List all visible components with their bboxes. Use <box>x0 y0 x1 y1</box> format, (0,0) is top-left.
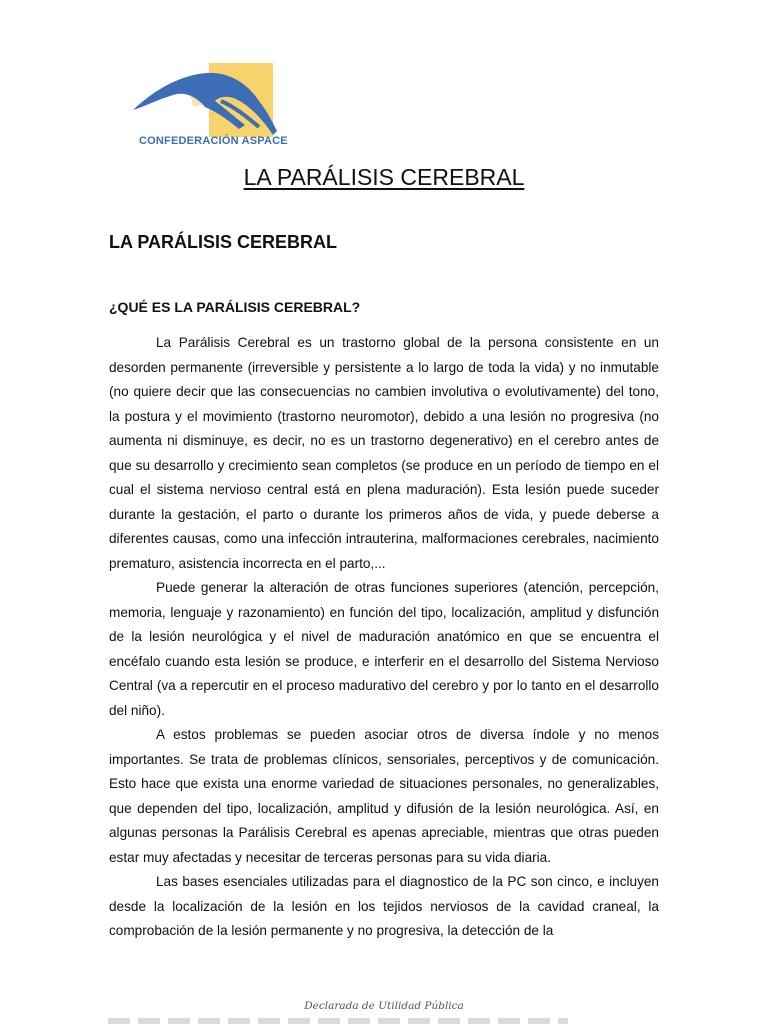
paragraph-4: Las bases esenciales utilizadas para el diagnostico de la PC son cinco, e incluyen desde la localización de la lesión en los tejidos nerviosos de la cavidad craneal, la comprobación de la lesión permanente y no progresiva, la detección de la <box>109 874 659 938</box>
section-subheading: ¿QUÉ ES LA PARÁLISIS CEREBRAL? <box>109 299 361 315</box>
paragraph-2: Puede generar la alteración de otras funciones superiores (atención, percepción, memoria, lenguaje y razonamiento) en función del tipo, localización, amplitud y disfunción de la lesión neurológica y el nivel de maduración anatómico en que se encuentra el encéfalo cuando esta lesión se produce, e interferir en el desarrollo del Sistema Nervioso Central (va a repercutir en el proceso madurativo del cerebro y por lo tanto en el desarrollo del niño). <box>109 580 659 718</box>
paragraph-3: A estos problemas se pueden asociar otros de diversa índole y no menos importantes. Se trata de problemas clínicos, sensoriales, perceptivos y de comunicación. Esto hace que exista una enorme variedad de situaciones personales, no generalizables, que dependen del tipo, localización, amplitud y difusión de la lesión neurológica. Así, en algunas personas la Parálisis Cerebral es apenas apreciable, mientras que otras pueden estar muy afectadas y necesitar de terceras personas para su vida diaria. <box>109 727 659 865</box>
section-heading: LA PARÁLISIS CEREBRAL <box>109 232 338 252</box>
footer-tagline: Declarada de Utilidad Pública <box>304 1000 464 1012</box>
paragraph-1: La Parálisis Cerebral es un trastorno global de la persona consistente en un desorden permanente (irreversible y persistente a lo largo de toda la vida) y no inmutable (no quiere decir que las consecuencias no cambien involutiva o evolutivamente) del tono, la postura y el movimiento (trastorno neuromotor), debido a una lesión no progresiva (no aumenta ni disminuye, es decir, no es un trastorno degenerativo) en el cerebro antes de que su desarrollo y crecimiento sean completos (se produce en un período de tiempo en el cual el sistema nervioso central está en plena maduración). Esta lesión puede suceder durante la gestación, el parto o durante los primeros años de vida, y puede deberse a diferentes causas, como una infección intrauterina, malformaciones cerebrales, nacimiento prematuro, asistencia incorrecta en el parto,... <box>109 335 659 571</box>
document-title: LA PARÁLISIS CEREBRAL <box>243 164 525 190</box>
logo-caption: CONFEDERACIÓN ASPACE <box>139 135 288 147</box>
body-text <box>109 331 659 944</box>
footer-faint-text <box>108 1018 568 1024</box>
